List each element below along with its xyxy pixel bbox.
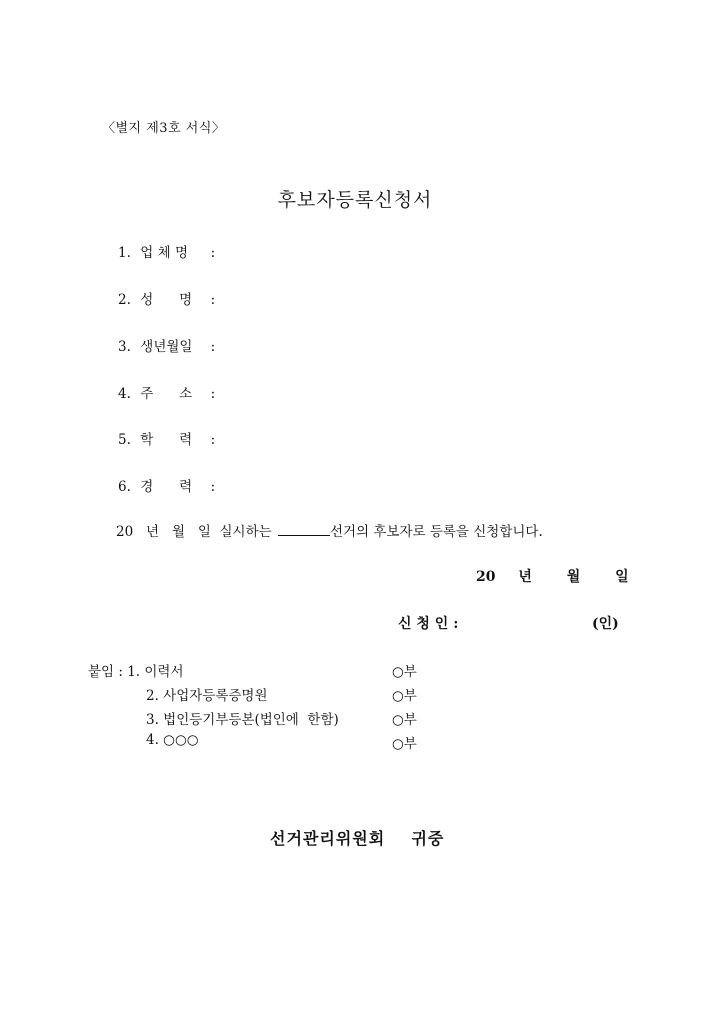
field-colon: : <box>210 245 216 261</box>
application-statement <box>116 520 543 540</box>
date-year: 20 <box>476 569 496 585</box>
field-number: 2. <box>118 292 131 308</box>
field-name <box>118 288 215 308</box>
field-label: 학 력 <box>140 432 193 448</box>
recipient-line: 선거관리위원회 귀중 <box>270 829 445 848</box>
field-label: 업 체 명 <box>140 245 189 261</box>
seal-mark: (인) <box>592 616 619 632</box>
election-name-blank <box>278 525 330 536</box>
field-company-name <box>118 241 215 261</box>
field-label: 생년월일 <box>140 339 193 355</box>
field-address <box>118 382 215 402</box>
date-year-unit: 년 <box>518 569 532 585</box>
attachment-copy-count: ○부 <box>392 664 417 680</box>
field-colon: : <box>210 339 216 355</box>
form-label: 〈별지 제3호 서식〉 <box>102 121 226 136</box>
field-label: 성 명 <box>140 292 193 308</box>
application-date <box>476 566 629 586</box>
field-career <box>118 475 215 495</box>
field-number: 3. <box>118 339 131 355</box>
applicant-label: 신 청 인 : <box>398 616 459 632</box>
field-label: 경 력 <box>140 479 193 495</box>
attachment-item: 2. 사업자등록증명원 <box>146 688 268 704</box>
attachment-copy-count: ○부 <box>392 688 417 704</box>
attachment-item: 4. ○○○ <box>146 732 199 748</box>
attachment-heading: 붙임 : 1. 이력서 <box>88 664 184 680</box>
document-title: 후보자등록신청서 <box>277 189 433 211</box>
statement-suffix: 선거의 후보자로 등록을 신청합니다. <box>329 524 543 540</box>
field-number: 1. <box>118 245 131 261</box>
field-colon: : <box>210 479 216 495</box>
field-number: 5. <box>118 432 131 448</box>
attachment-copy-count: ○부 <box>392 712 417 728</box>
statement-prefix: 20 년 월 일 실시하는 <box>116 524 276 540</box>
field-education <box>118 428 215 448</box>
field-colon: : <box>210 292 216 308</box>
field-number: 6. <box>118 479 131 495</box>
field-label: 주 소 <box>140 386 193 402</box>
field-colon: : <box>210 386 216 402</box>
attachment-item: 3. 법인등기부등본(법인에 한함) <box>146 712 339 728</box>
field-colon: : <box>210 432 216 448</box>
field-number: 4. <box>118 386 131 402</box>
date-month-unit: 월 <box>566 569 581 585</box>
attachment-copy-count: ○부 <box>392 736 417 752</box>
field-birthdate <box>118 335 215 355</box>
date-day-unit: 일 <box>615 569 629 585</box>
